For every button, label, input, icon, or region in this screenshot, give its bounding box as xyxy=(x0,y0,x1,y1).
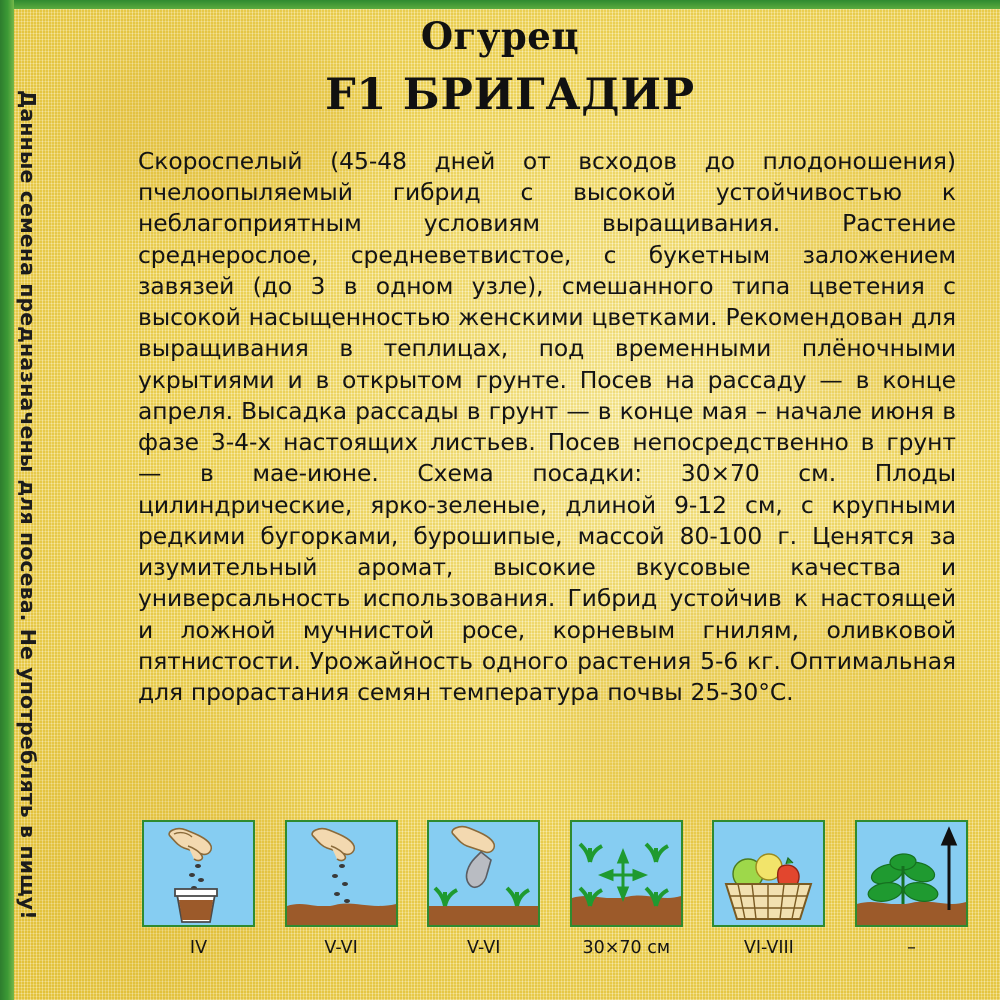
pictogram-row xyxy=(140,820,970,958)
pictogram-caption: V-VI xyxy=(324,938,358,958)
pictogram-item xyxy=(853,820,970,958)
packet-content xyxy=(130,0,980,708)
planting-seedlings-icon xyxy=(427,820,540,927)
title-block xyxy=(130,0,980,120)
side-warning-text: Данные семена предназначены для посева. Не употреблять в пищу! xyxy=(16,90,40,920)
description-text xyxy=(138,146,956,708)
harvest-basket-icon xyxy=(712,820,825,927)
variety-name: F1 БРИГАДИР xyxy=(325,70,695,120)
sowing-seedlings-icon xyxy=(142,820,255,927)
pictogram-item xyxy=(568,820,685,958)
pictogram-caption: V-VI xyxy=(467,938,501,958)
description-paragraph: Скороспелый (45-48 дней от всходов до плодоношения) пчелоопыляемый гибрид с высокой устойчивостью к неблагоприятным условиям выращивания. Растение среднерослое, средневетвистое, с букетным заложением завязей (до 3 в одном узле), смешанного типа цветения с высокой насыщенностью женскими цветками. Рекомендован для выращивания в теплицах, под временными плёночными укрытиями и в открытом грунте. Посев на рассаду — в конце апреля. Высадка рассады в грунт — в конце мая – начале июня в фазе 3-4-х настоящих листьев. Посев непосредственно в грунт — в мае-июне. Схема посадки: 30×70 см. Плоды цилиндрические, ярко-зеленые, длиной 9-12 см, с крупными редкими бугорками, бурошипые, массой 80-100 г. Ценятся за изумительный аромат, высокие вкусовые качества и универсальность использования. Гибрид устойчив к настоящей и ложной мучнистой росе, корневым гнилям, оливковой пятнистости. Урожайность одного растения 5-6 кг. Оптимальная для прорастания семян температура почвы 25-30°C. xyxy=(138,147,956,706)
pictogram-caption: VI-VIII xyxy=(743,938,794,958)
pictogram-caption: – xyxy=(907,938,916,958)
plant-height-icon xyxy=(855,820,968,927)
left-green-edge xyxy=(0,0,14,1000)
spacing-icon xyxy=(570,820,683,927)
pictogram-item xyxy=(140,820,257,958)
pictogram-item xyxy=(710,820,827,958)
pictogram-item xyxy=(425,820,542,958)
crop-name: Огурец xyxy=(420,14,580,58)
pictogram-caption: 30×70 см xyxy=(582,938,671,958)
sowing-ground-icon xyxy=(285,820,398,927)
pictogram-caption: IV xyxy=(189,938,208,958)
pictogram-item xyxy=(283,820,400,958)
